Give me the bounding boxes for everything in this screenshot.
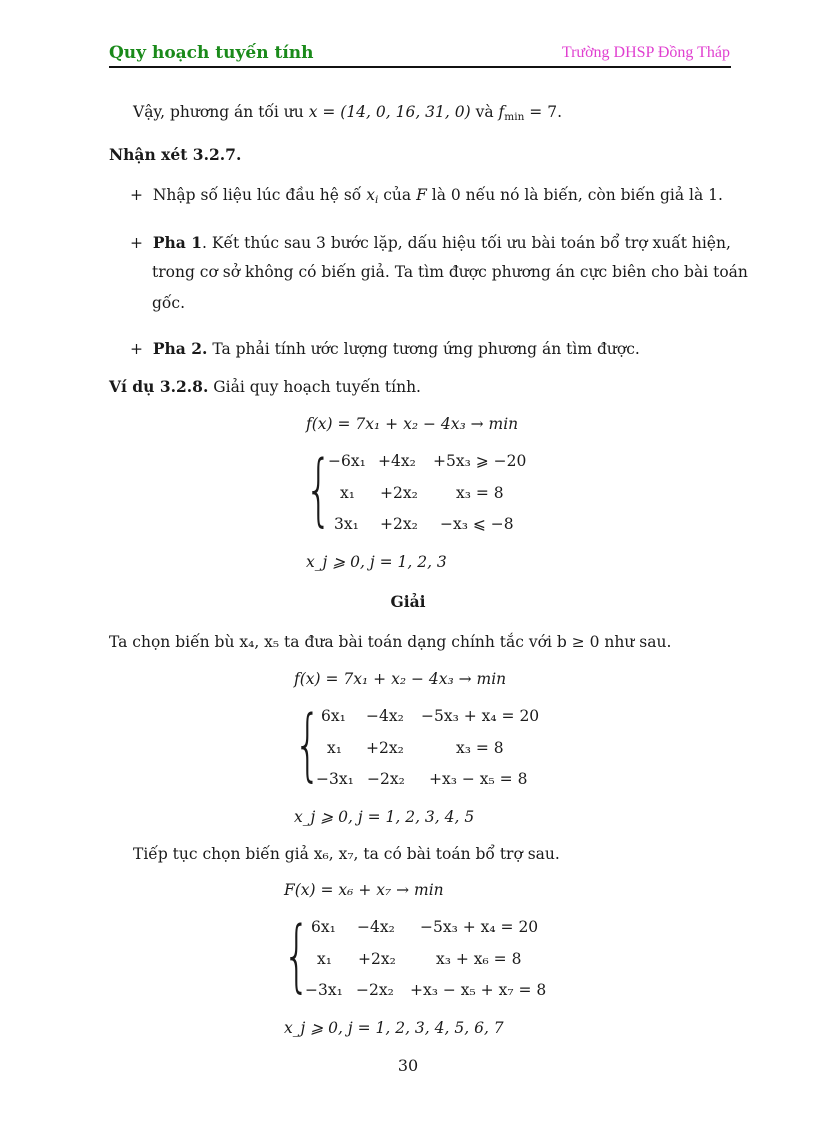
- remark-item-2: + Pha 1. Kết thúc sau 3 bước lặp, dấu hiệu tối ưu bài toán bổ trợ xuất hiện,: [130, 233, 731, 252]
- remark-item-2-line-2: trong cơ sở không có biến giả. Ta tìm được phương án cực biên cho bài toán: [152, 263, 748, 281]
- system1-nonnegativity: x_j ⩾ 0, j = 1, 2, 3: [306, 553, 447, 571]
- system2-row-1: 6x₁ −4x₂ −5x₃ + x₄ = 20: [321, 707, 540, 725]
- optimal-vector: x = (14, 0, 16, 31, 0): [308, 103, 471, 121]
- system1-row-3: 3x₁ +2x₂ −x₃ ⩽ −8: [334, 515, 514, 533]
- system3-brace: {: [283, 911, 311, 1001]
- page-number: 30: [397, 1056, 419, 1075]
- header-rule: [109, 66, 731, 68]
- system2-nonnegativity: x_j ⩾ 0, j = 1, 2, 3, 4, 5: [294, 808, 475, 826]
- system3-row-2: x₁ +2x₂ x₃ + x₆ = 8: [317, 950, 522, 968]
- system3-objective: F(x) = x₆ + x₇ → min: [284, 881, 444, 899]
- system2-row-3: −3x₁ −2x₂ +x₃ − x₅ = 8: [316, 770, 528, 788]
- remark-item-2-line-3: gốc.: [152, 294, 186, 312]
- running-header-school: Trường DHSP Đồng Tháp: [561, 44, 730, 61]
- system2-row-2: x₁ +2x₂ x₃ = 8: [327, 739, 504, 757]
- paragraph-artificial-variables: Tiếp tục chọn biến giả x₆, x₇, ta có bài toán bổ trợ sau.: [133, 845, 560, 863]
- solution-heading: Giải: [390, 592, 426, 611]
- system2-objective: f(x) = 7x₁ + x₂ − 4x₃ → min: [294, 670, 507, 688]
- system2-brace: {: [294, 700, 322, 790]
- remark-item-1: + Nhập số liệu lúc đầu hệ số $x_i$ của F là 0 nếu nó là biến, còn biến giả là 1.: [130, 186, 723, 206]
- example-heading: Ví dụ 3.2.8. Giải quy hoạch tuyến tính.: [109, 377, 421, 396]
- remark-item-3: + Pha 2. Ta phải tính ước lượng tương ứng phương án tìm được.: [130, 339, 640, 358]
- remark-heading: Nhận xét 3.2.7.: [109, 145, 242, 164]
- running-header-title: Quy hoạch tuyến tính: [109, 43, 314, 63]
- system3-row-1: 6x₁ −4x₂ −5x₃ + x₄ = 20: [311, 918, 539, 936]
- paragraph-slack-variables: Ta chọn biến bù x₄, x₅ ta đưa bài toán dạng chính tắc với b ≥ 0 như sau.: [109, 633, 672, 651]
- system3-nonnegativity: x_j ⩾ 0, j = 1, 2, 3, 4, 5, 6, 7: [284, 1019, 504, 1037]
- conclusion-line: Vậy, phương án tối ưu x = (14, 0, 16, 31, 0) và $f_{min} = 7$.: [133, 103, 563, 123]
- system1-objective: f(x) = 7x₁ + x₂ − 4x₃ → min: [306, 415, 519, 433]
- system1-brace: {: [305, 445, 333, 535]
- system3-row-3: −3x₁ −2x₂ +x₃ − x₅ + x₇ = 8: [305, 981, 547, 999]
- system1-row-1: −6x₁ +4x₂ +5x₃ ⩾ −20: [328, 452, 527, 470]
- system1-row-2: x₁ +2x₂ x₃ = 8: [340, 484, 504, 502]
